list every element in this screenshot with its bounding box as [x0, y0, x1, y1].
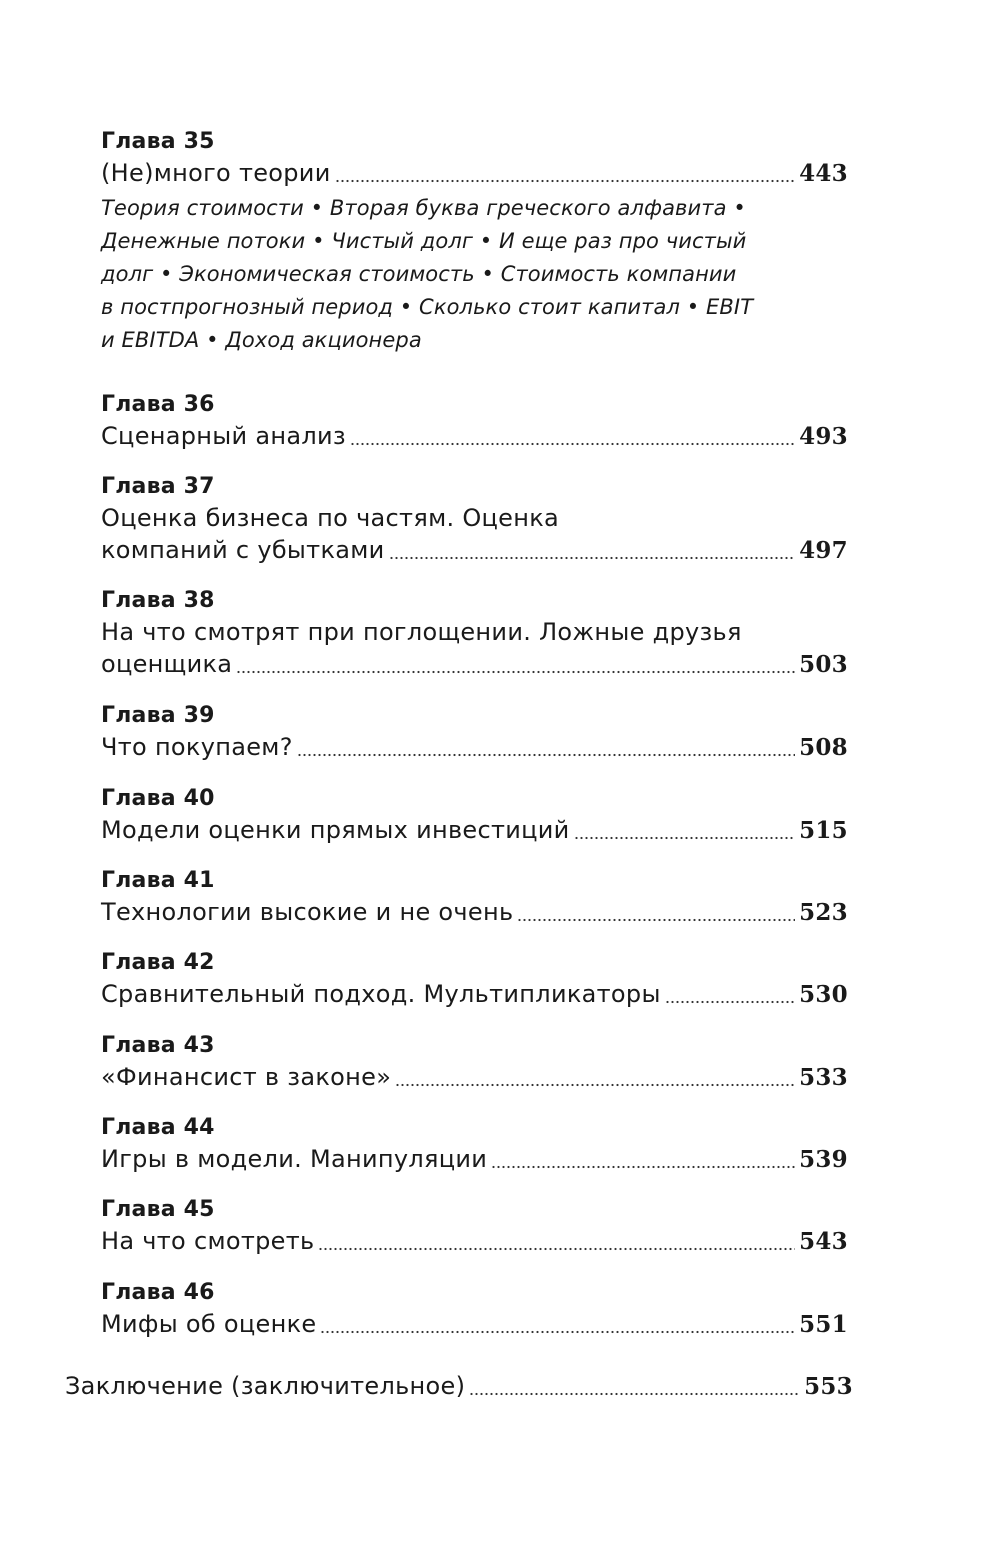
- toc-chapter-46: [101, 1278, 848, 1341]
- chapter-title-prefix: На что смотрят при поглощении. Ложные друзья: [101, 618, 742, 646]
- leader-dots: [491, 1163, 795, 1170]
- chapter-label: Глава 44: [101, 1115, 215, 1140]
- conclusion-title: Заключение (заключительное): [65, 1372, 466, 1400]
- page-number: 497: [799, 537, 848, 564]
- chapter-title-prefix: Оценка бизнеса по частям. Оценка: [101, 504, 560, 532]
- toc-chapter-36: [101, 390, 848, 453]
- conclusion-line: [65, 1370, 853, 1403]
- page-number: 530: [799, 981, 848, 1008]
- chapter-title-line: [101, 814, 848, 847]
- chapter-title-line: [101, 1061, 848, 1094]
- leader-dots: [350, 440, 795, 447]
- leader-dots: [320, 1328, 795, 1335]
- chapter-title-line: [101, 1143, 848, 1176]
- topics-line: долг • Экономическая стоимость • Стоимость компании: [101, 262, 737, 286]
- chapter-title: Сценарный анализ: [101, 422, 346, 450]
- chapter-label: Глава 39: [101, 703, 215, 728]
- leader-dots: [318, 1245, 795, 1252]
- toc-chapter-45: [101, 1195, 848, 1258]
- chapter-label: Глава 45: [101, 1197, 215, 1222]
- chapter-title: Сравнительный подход. Мультипликаторы: [101, 980, 661, 1008]
- toc-chapter-39: [101, 701, 848, 764]
- topics-line: и EBITDA • Доход акционера: [101, 328, 422, 352]
- leader-dots: [297, 751, 795, 758]
- page-number: 508: [799, 734, 848, 761]
- chapter-label: Глава 35: [101, 129, 215, 154]
- chapter-title-line: [101, 1225, 848, 1258]
- chapter-label: Глава 38: [101, 588, 215, 613]
- page-number: 523: [799, 899, 848, 926]
- chapter-title: Технологии высокие и не очень: [101, 898, 514, 926]
- toc-chapter-42: [101, 948, 848, 1011]
- chapter-title-line: [101, 896, 848, 929]
- leader-dots: [517, 916, 795, 923]
- leader-dots: [395, 1081, 795, 1088]
- chapter-label: Глава 37: [101, 474, 215, 499]
- toc-chapter-37: [101, 472, 848, 567]
- chapter-title-line: [101, 534, 848, 567]
- chapter-label: Глава 40: [101, 786, 215, 811]
- toc-chapter-43: [101, 1031, 848, 1094]
- page-number: 553: [804, 1373, 853, 1400]
- chapter-label: Глава 43: [101, 1033, 215, 1058]
- chapter-title-line: [101, 731, 848, 764]
- chapter-topics: [101, 192, 848, 357]
- chapter-label: Глава 41: [101, 868, 215, 893]
- page-number: 443: [799, 160, 848, 187]
- chapter-title: Мифы об оценке: [101, 1310, 317, 1338]
- toc-chapter-44: [101, 1113, 848, 1176]
- page-number: 515: [799, 817, 848, 844]
- chapter-title: Что покупаем?: [101, 733, 293, 761]
- page-number: 539: [799, 1146, 848, 1173]
- leader-dots: [236, 668, 795, 675]
- topics-line: Денежные потоки • Чистый долг • И еще раз про чистый: [101, 229, 747, 253]
- chapter-title: Игры в модели. Манипуляции: [101, 1145, 488, 1173]
- chapter-title-line: [101, 420, 848, 453]
- chapter-title: На что смотреть: [101, 1227, 315, 1255]
- topics-line: в постпрогнозный период • Сколько стоит капитал • EBIT: [101, 295, 754, 319]
- page-number: 493: [799, 423, 848, 450]
- chapter-title: (Не)много теории: [101, 159, 331, 187]
- page-number: 551: [799, 1311, 848, 1338]
- toc-chapter-35: [101, 127, 848, 357]
- toc-conclusion: [65, 1370, 853, 1403]
- leader-dots: [574, 834, 796, 841]
- chapter-label: Глава 46: [101, 1280, 215, 1305]
- chapter-label: Глава 42: [101, 950, 215, 975]
- chapter-title-line: [101, 648, 848, 681]
- leader-dots: [469, 1390, 800, 1397]
- toc-chapter-38: [101, 586, 848, 681]
- leader-dots: [389, 554, 796, 561]
- chapter-title-line: [101, 1308, 848, 1341]
- leader-dots: [665, 998, 795, 1005]
- page-number: 533: [799, 1064, 848, 1091]
- toc-chapter-40: [101, 784, 848, 847]
- chapter-title: Модели оценки прямых инвестиций: [101, 816, 570, 844]
- chapter-title-line: [101, 978, 848, 1011]
- topics-line: Теория стоимости • Вторая буква греческого алфавита •: [101, 196, 746, 220]
- chapter-label: Глава 36: [101, 392, 215, 417]
- leader-dots: [335, 177, 795, 184]
- chapter-title: «Финансист в законе»: [101, 1063, 392, 1091]
- page-number: 543: [799, 1228, 848, 1255]
- chapter-title: оценщика: [101, 650, 233, 678]
- chapter-title: компаний с убытками: [101, 536, 385, 564]
- page-number: 503: [799, 651, 848, 678]
- chapter-title-line: [101, 157, 848, 190]
- toc-chapter-41: [101, 866, 848, 929]
